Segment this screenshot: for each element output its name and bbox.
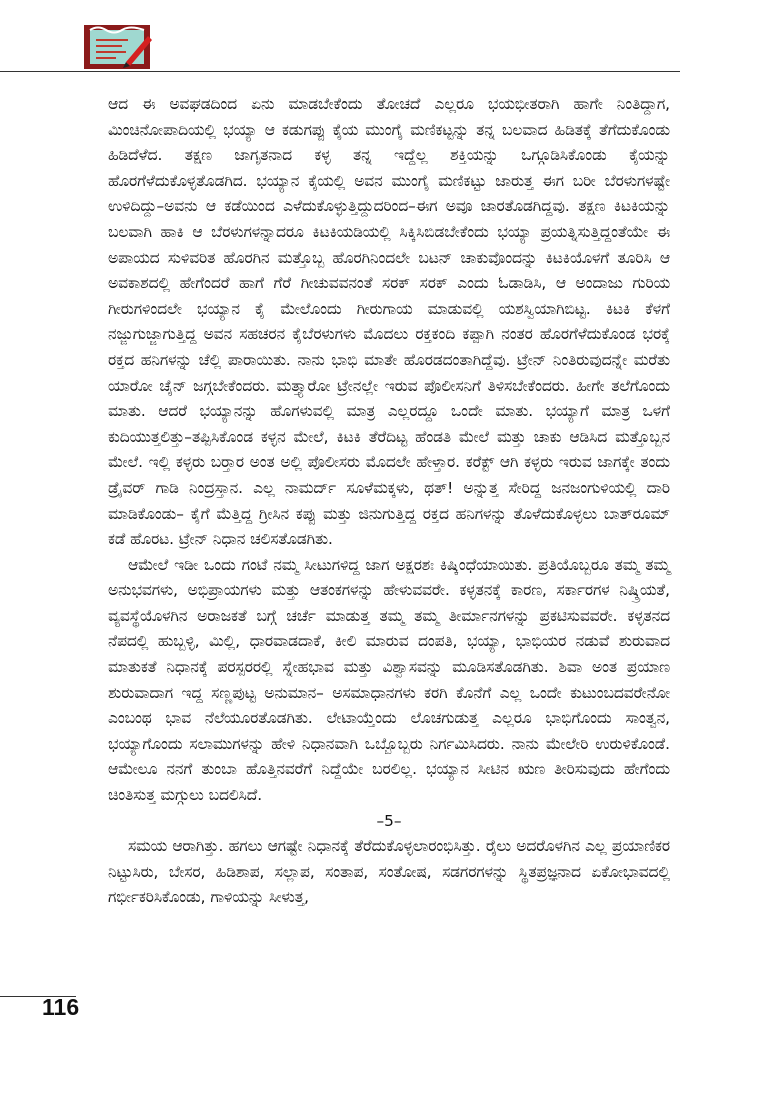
paragraph-1: ಆದ ಈ ಅವಘಡದಿಂದ ಏನು ಮಾಡಬೇಕೆಂದು ತೋಚದೆ ಎಲ್ಲರೂ ಭಯಭೀತರಾಗಿ ಹಾಗೇ ನಿಂತಿದ್ದಾಗ, ಮಿಂಚಿನೋಪಾದಿಯಲ್ಲಿ ಭಯ್ಯಾ ಆ ಕಡುಗಪ್ಪು ಕೈಯ ಮುಂಗೈ ಮಣಿಕಟ್ಟನ್ನು ತನ್ನ ಬಲವಾದ ಹಿಡಿತಕ್ಕೆ ತೆಗೆದುಕೊಂಡು ಹಿಡಿದೆಳೆದ. ತಕ್ಷಣ ಜಾಗೃತನಾದ ಕಳ್ಳ ತನ್ನ ಇದ್ದೆಲ್ಲ ಶಕ್ತಿಯನ್ನು ಒಗ್ಗೂಡಿಸಿಕೊಂಡು ಕೈಯನ್ನು ಹೊರಗೆಳೆದುಕೊಳ್ಳತೊಡಗಿದ. ಭಯ್ಯಾನ ಕೈಯಲ್ಲಿ ಅವನ ಮುಂಗೈ ಮಣಿಕಟ್ಟು ಜಾರುತ್ತ ಈಗ ಬರೀ ಬೆರಳುಗಳಷ್ಟೇ ಉಳಿದಿದ್ದು–ಅವನು ಆ ಕಡೆಯಿಂದ ಎಳೆದುಕೊಳ್ಳುತ್ತಿದ್ದುದರಿಂದ–ಈಗ ಅವೂ ಜಾರತೊಡಗಿದ್ದವು. ತಕ್ಷಣ ಕಿಟಕಿಯನ್ನು ಬಲವಾಗಿ ಹಾಕಿ ಆ ಬೆರಳುಗಳನ್ನಾದರೂ ಕಿಟಕಿಯಡಿಯಲ್ಲಿ ಸಿಕ್ಕಿಸಿಬಿಡಬೇಕೆಂದು ಭಯ್ಯಾ ಪ್ರಯತ್ನಿಸುತ್ತಿದ್ದಂತೆಯೇ ಈ ಅಪಾಯದ ಸುಳಿವರಿತ ಹೊರಗಿನ ಮತ್ತೊಬ್ಬ ಹೊರಗಿನಿಂದಲೇ ಬಟನ್ ಚಾಕುವೊಂದನ್ನು ಕಿಟಕಿಯೊಳಗೆ ತೂರಿಸಿ ಆ ಅವಕಾಶದಲ್ಲಿ ಹೇಗೆಂದರೆ ಹಾಗೆ ಗೆರೆ ಗೀಚುವವನಂತೆ ಸರಕ್ ಸರಕ್ ಎಂದು ಓಡಾಡಿಸಿ, ಆ ಅಂದಾಜು ಗುರಿಯ ಗೀರುಗಳಿಂದಲೇ ಭಯ್ಯಾನ ಕೈ ಮೇಲೊಂದು ಗೀರುಗಾಯ ಮಾಡುವಲ್ಲಿ ಯಶಸ್ವಿಯಾಗಿಬಿಟ್ಟ. ಕಿಟಕಿ ಕೆಳಗೆ ನಜ್ಜುಗುಜ್ಜಾಗುತ್ತಿದ್ದ ಅವನ ಸಹಚರನ ಕೈಬೆರಳುಗಳು ಮೊದಲು ರಕ್ತಕಂದಿ ಕಪ್ಪಾಗಿ ನಂತರ ಹೊರಗೆಳೆದುಕೊಂಡ ಭರಕ್ಕೆ ರಕ್ತದ ಹನಿಗಳನ್ನು ಚೆಲ್ಲಿ ಪಾರಾಯಿತು. ನಾನು ಭಾಭಿ ಮಾತೇ ಹೊರಡದಂತಾಗಿದ್ದೆವು. ಟ್ರೇನ್ ನಿಂತಿರುವುದನ್ನೇ ಮರೆತು ಯಾರೋ ಚೈನ್ ಜಗ್ಗಬೇಕೆಂದರು. ಮತ್ತ್ಯಾರೋ ಟ್ರೇನಲ್ಲೇ ಇರುವ ಪೊಲೀಸನಿಗೆ ತಿಳಿಸಬೇಕೆಂದರು. ಹೀಗೇ ತಲೆಗೊಂದು ಮಾತು. ಆದರೆ ಭಯ್ಯಾನನ್ನು ಹೊಗಳುವಲ್ಲಿ ಮಾತ್ರ ಎಲ್ಲರದ್ದೂ ಒಂದೇ ಮಾತು. ಭಯ್ಯಾಗೆ ಮಾತ್ರ ಒಳಗೆ ಕುದಿಯುತ್ತಲಿತ್ತು–ತಪ್ಪಿಸಿಕೊಂಡ ಕಳ್ಳನ ಮೇಲೆ, ಕಿಟಕಿ ತೆರೆದಿಟ್ಟ ಹೆಂಡತಿ ಮೇಲೆ ಮತ್ತು ಚಾಕು ಆಡಿಸಿದ ಮತ್ತೊಬ್ಬನ ಮೇಲೆ. ಇಲ್ಲಿ ಕಳ್ಳರು ಬರ್‍ತಾರ ಅಂತ ಅಲ್ಲಿ ಪೊಲೀಸರು ಮೊದಲೇ ಹೇಳ್ತಾರ. ಕರೆಕ್ಟ್ ಆಗಿ ಕಳ್ಳರು ಇರುವ ಜಾಗಕ್ಕೇ ತಂದು ಡ್ರೈವರ್ ಗಾಡಿ ನಿಂದ್ರಸ್ತಾನ. ಎಲ್ಲ ನಾಮರ್ದ್ ಸೂಳೆಮಕ್ಕಳು, ಥತ್! ಅನ್ನುತ್ತ ಸೇರಿದ್ದ ಜನಜಂಗುಳಿಯಲ್ಲಿ ದಾರಿ ಮಾಡಿಕೊಂಡು– ಕೈಗೆ ಮೆತ್ತಿದ್ದ ಗ್ರೀಸಿನ ಕಪ್ಪು ಮತ್ತು ಜಿನುಗುತ್ತಿದ್ದ ರಕ್ತದ ಹನಿಗಳನ್ನು ತೊಳೆದುಕೊಳ್ಳಲು ಬಾತ್‌ರೂಮ್ ಕಡೆ ಹೊರಟ. ಟ್ರೇನ್ ನಿಧಾನ ಚಲಿಸತೊಡಗಿತು.	[108, 95, 670, 549]
page-number: 116	[42, 994, 80, 1020]
section-number: –5–	[376, 811, 402, 830]
paper-pen-logo-icon	[82, 22, 154, 72]
header-rule	[0, 71, 680, 72]
paragraph-2: ಆಮೇಲೆ ಇಡೀ ಒಂದು ಗಂಟೆ ನಮ್ಮ ಸೀಟುಗಳಿದ್ದ ಜಾಗ ಅಕ್ಷರಶಃ ಕಿಷ್ಕಿಂಧೆಯಾಯಿತು. ಪ್ರತಿಯೊಬ್ಬರೂ ತಮ್ಮ ತಮ್ಮ ಅನುಭವಗಳು, ಅಭಿಪ್ರಾಯಗಳು ಮತ್ತು ಆತಂಕಗಳನ್ನು ಹೇಳುವವರೇ. ಕಳ್ಳತನಕ್ಕೆ ಕಾರಣ, ಸರ್ಕಾರಗಳ ನಿಷ್ಕ್ರಿಯತೆ, ವ್ಯವಸ್ಥೆಯೊಳಗಿನ ಅರಾಜಕತೆ ಬಗ್ಗೆ ಚರ್ಚೆ ಮಾಡುತ್ತ ತಮ್ಮ ತಮ್ಮ ತೀರ್ಮಾನಗಳನ್ನು ಪ್ರಕಟಿಸುವವರೇ. ಕಳ್ಳತನದ ನೆಪದಲ್ಲಿ ಹುಬ್ಬಳ್ಳಿ, ಮಿಲ್ಲಿ, ಧಾರವಾಡದಾಕೆ, ಕೀಲಿ ಮಾರುವ ದಂಪತಿ, ಭಯ್ಯಾ, ಭಾಭಿಯರ ನಡುವೆ ಶುರುವಾದ ಮಾತುಕತೆ ನಿಧಾನಕ್ಕೆ ಪರಸ್ಪರರಲ್ಲಿ ಸ್ನೇಹಭಾವ ಮತ್ತು ವಿಶ್ವಾಸವನ್ನು ಮೂಡಿಸತೊಡಗಿತು. ಶಿವಾ ಅಂತ ಪ್ರಯಾಣ ಶುರುವಾದಾಗ ಇದ್ದ ಸಣ್ಣಪುಟ್ಟ ಅನುಮಾನ– ಅಸಮಾಧಾನಗಳು ಕರಗಿ ಕೊನೆಗೆ ಎಲ್ಲ ಒಂದೇ ಕುಟುಂಬದವರೇನೋ ಎಂಬಂಥ ಭಾವ ನೆಲೆಯೂರತೊಡಗಿತು. ಲೇಟಾಯ್ತೆಂದು ಲೊಚಗುಡುತ್ತ ಎಲ್ಲರೂ ಭಾಭಿಗೊಂದು ಸಾಂತ್ವನ, ಭಯ್ಯಾಗೊಂದು ಸಲಾಮುಗಳನ್ನು ಹೇಳಿ ನಿಧಾನವಾಗಿ ಒಬ್ಬೊಬ್ಬರು ನಿರ್ಗಮಿಸಿದರು. ನಾನು ಮೇಲೇರಿ ಉರುಳಿಕೊಂಡೆ. ಆಮೇಲೂ ನನಗೆ ತುಂಬಾ ಹೊತ್ತಿನವರೆಗೆ ನಿದ್ದೆಯೇ ಬರಲಿಲ್ಲ. ಭಯ್ಯಾನ ಸೀಟಿನ ಋಣ ತೀರಿಸುವುದು ಹೇಗೆಂದು ಚಿಂತಿಸುತ್ತ ಮಗ್ಗುಲು ಬದಲಿಸಿದೆ.	[108, 555, 670, 805]
paragraph-3: ಸಮಯ ಆರಾಗಿತ್ತು. ಹಗಲು ಆಗಷ್ಟೇ ನಿಧಾನಕ್ಕೆ ತೆರೆದುಕೊಳ್ಳಲಾರಂಭಿಸಿತ್ತು. ರೈಲು ಅದರೊಳಗಿನ ಎಲ್ಲ ಪ್ರಯಾಣಿಕರ ನಿಟ್ಟುಸಿರು, ಬೇಸರ, ಹಿಡಿಶಾಪ, ಸಲ್ಲಾಪ, ಸಂತಾಪ, ಸಂತೋಷ, ಸಡಗರಗಳನ್ನು ಸ್ಥಿತಪ್ರಜ್ಞನಾದ ಏಕೋಭಾವದಲ್ಲಿ ಗರ್ಭೀಕರಿಸಿಕೊಂಡು, ಗಾಳಿಯನ್ನು ಸೀಳುತ್ತ,	[108, 837, 670, 907]
page-body	[108, 92, 670, 911]
